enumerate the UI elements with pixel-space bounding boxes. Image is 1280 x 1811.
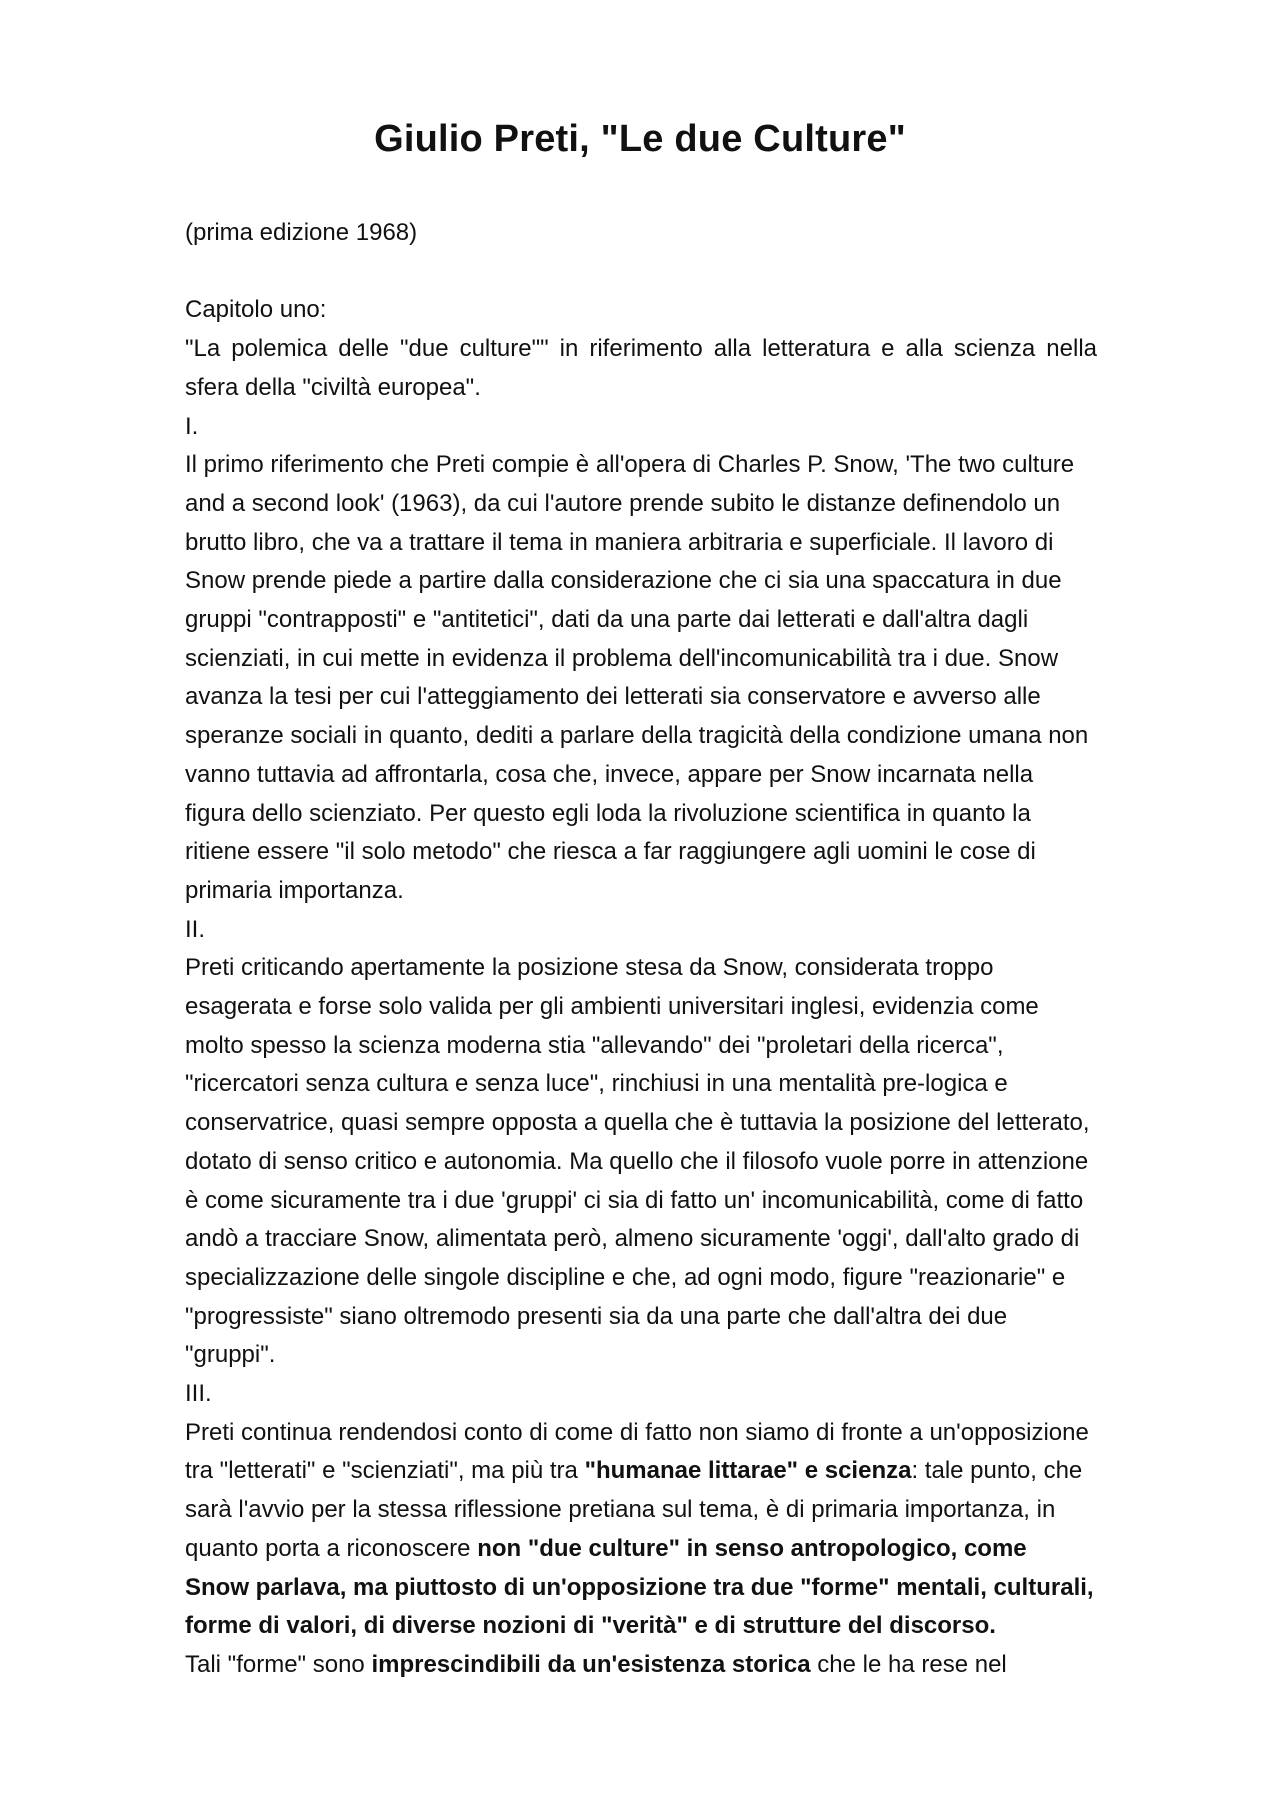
spacer: [185, 253, 1097, 292]
section-numeral-1: I.: [185, 412, 199, 440]
section-paragraph-2: Preti criticando apertamente la posizione stesa da Snow, considerata troppo esagerata e forse solo valida per gli ambienti universitari inglesi, evidenzia come molto spesso la scienza moderna stia "allevando" dei "proletari della ricerca", "ricercatori senza cultura e senza luce", rinchiusi in una mentalità pre-logica e conservatrice, quasi sempre opposta a quella che è tuttavia la posizione del letterato, dotato di senso critico e autonomia. Ma quello che il filosofo vuole porre in attenzione è come sicuramente tra i due 'gruppi' ci sia di fatto un' incomunicabilità, come di fatto andò a tracciare Snow, alimentata però, almeno sicuramente 'oggi', dall'alto grado di specializzazione delle singole discipline e che, ad ogni modo, figure "reazionarie" e "progressiste" siano oltremodo presenti sia da una parte che dall'altra dei due "gruppi".: [185, 954, 1090, 1369]
chapter-title: "La polemica delle "due culture"" in riferimento alla letteratura e alla scienza nella sfera della "civiltà europea".: [185, 335, 1097, 401]
bold-phrase: non "due culture" in senso antropologico, come Snow parlava, ma piuttosto di un'opposizione tra due "forme" mentali, culturali, forme di valori, di diverse nozioni di "verità" e di strutture del discorso.: [185, 1534, 1094, 1640]
section-paragraph-3-continued: [185, 1646, 1097, 1685]
document-title: Giulio Preti, "Le due Culture": [374, 118, 906, 160]
paragraph-text: : tale punto, che sarà l'avvio per la stessa riflessione pretiana sul tema, è di primaria importanza, in quanto porta a riconoscere: [185, 1457, 1083, 1562]
section-paragraph-3: [185, 1414, 1097, 1646]
edition-note: (prima edizione 1968): [185, 219, 418, 246]
document-body: [185, 214, 1097, 1685]
paragraph-text: Tali "forme" sono: [185, 1651, 372, 1678]
bold-phrase: "humanae littarae" e scienza: [584, 1457, 912, 1485]
bold-phrase: imprescindibili da un'esistenza storica: [371, 1651, 811, 1678]
section-numeral-3: III.: [185, 1380, 212, 1408]
section-numeral-2: II.: [185, 915, 206, 943]
paragraph-text: che le ha rese nel: [810, 1651, 1007, 1678]
section-paragraph-1: Il primo riferimento che Preti compie è all'opera di Charles P. Snow, 'The two culture and a second look' (1963), da cui l'autore prende subito le distanze definendolo un brutto libro, che va a trattare il tema in maniera arbitraria e superficiale. Il lavoro di Snow prende piede a partire dalla considerazione che ci sia una spaccatura in due gruppi "contrapposti" e "antitetici", dati da una parte dai letterati e dall'altra dagli scienziati, in cui mette in evidenza il problema dell'incomunicabilità tra i due. Snow avanza la tesi per cui l'atteggiamento dei letterati sia conservatore e avverso alle speranze sociali in quanto, dediti a parlare della tragicità della condizione umana non vanno tuttavia ad affrontarla, cosa che, invece, appare per Snow incarnata nella figura dello scienziato. Per questo egli loda la rivoluzione scientifica in quanto la ritiene essere "il solo metodo" che riesca a far raggiungere agli uomini le cose di primaria importanza.: [185, 451, 1089, 904]
paragraph-text: Preti continua rendendosi conto di come di fatto non siamo di fronte a un'opposizione tra "letterati" e "scienziati", ma più tra: [185, 1418, 1089, 1485]
chapter-label: Capitolo uno:: [185, 296, 327, 324]
